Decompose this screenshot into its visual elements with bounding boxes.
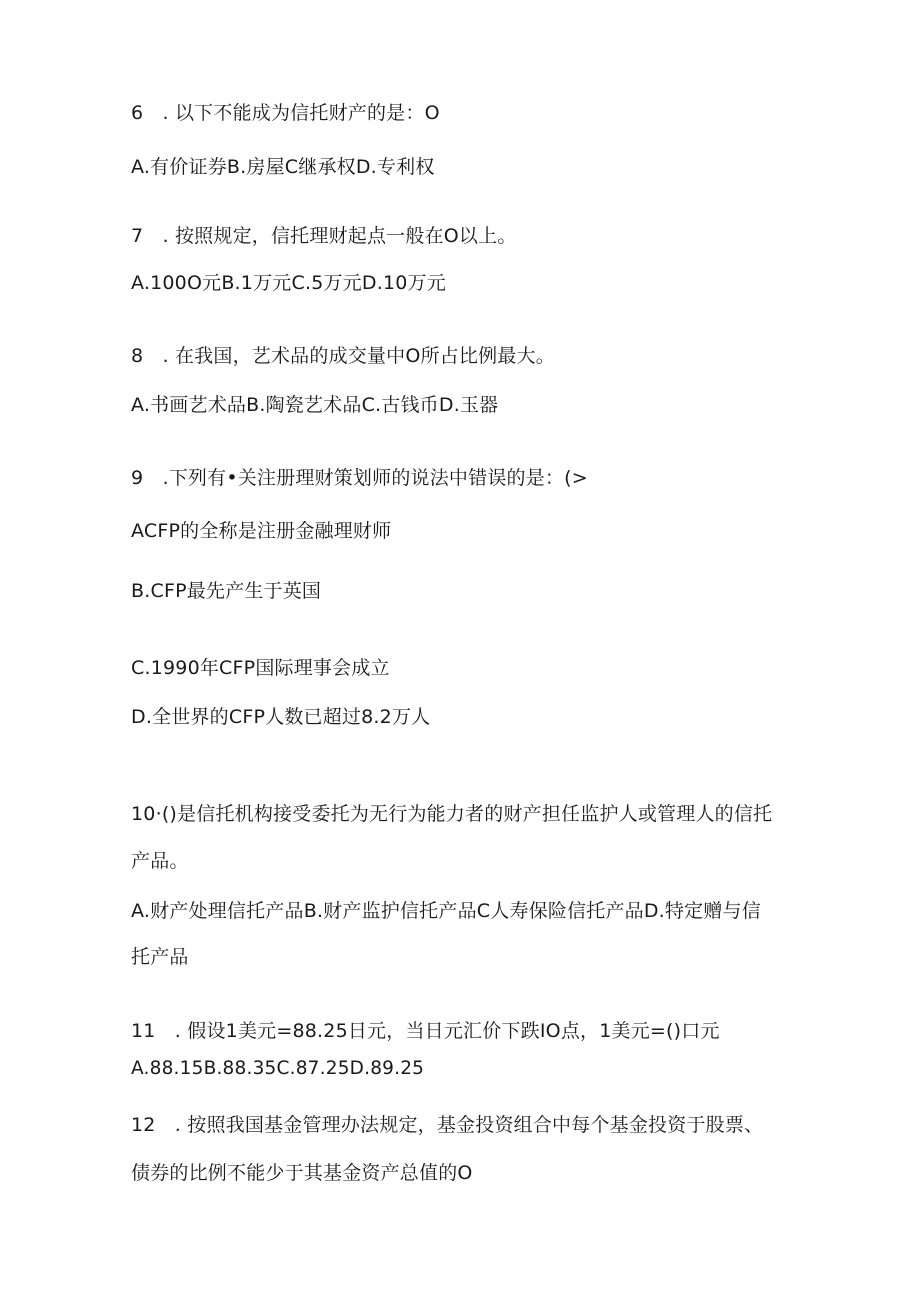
q9-stem: 9 .下列有•关注册理财策划师的说法中错误的是：(>: [131, 467, 588, 489]
q9-option-a: ACFP的全称是注册金融理财师: [131, 520, 392, 542]
q12-stem-line2: 债券的比例不能少于其基金资产总值的O: [131, 1162, 473, 1184]
q10-stem-line1: 10·()是信托机构接受委托为无行为能力者的财产担任监护人或管理人的信托: [131, 803, 773, 825]
q10-options-line2: 托产品: [131, 946, 189, 968]
q10-options-line1: A.财产处理信托产品B.财产监护信托产品C人寿保险信托产品D.特定赠与信: [131, 900, 761, 922]
q10-stem-line2: 产品。: [131, 850, 189, 872]
q8-options: A.书画艺术品B.陶瓷艺术品C.古钱币D.玉器: [131, 394, 499, 416]
q11-options: A.88.15B.88.35C.87.25D.89.25: [131, 1058, 425, 1079]
q7-options: A.100O元B.1万元C.5万元D.10万元: [131, 272, 446, 294]
q12-stem-line1: 12 . 按照我国基金管理办法规定，基金投资组合中每个基金投资于股票、: [131, 1114, 764, 1136]
q8-stem: 8 . 在我国，艺术品的成交量中O所占比例最大。: [131, 345, 555, 367]
q9-option-c: C.1990年CFP国际理事会成立: [131, 657, 390, 679]
q7-stem: 7 . 按照规定，信托理财起点一般在O以上。: [131, 225, 517, 247]
q9-option-b: B.CFP最先产生于英国: [131, 580, 322, 602]
q6-stem: 6 . 以下不能成为信托财产的是：O: [131, 102, 440, 124]
q6-options: A.有价证券B.房屋C继承权D.专利权: [131, 156, 435, 178]
q11-stem: 11 . 假设1美元=88.25日元，当日元汇价下跌IO点，1美元=()口元: [131, 1020, 720, 1042]
q9-option-d: D.全世界的CFP人数已超过8.2万人: [131, 706, 431, 728]
